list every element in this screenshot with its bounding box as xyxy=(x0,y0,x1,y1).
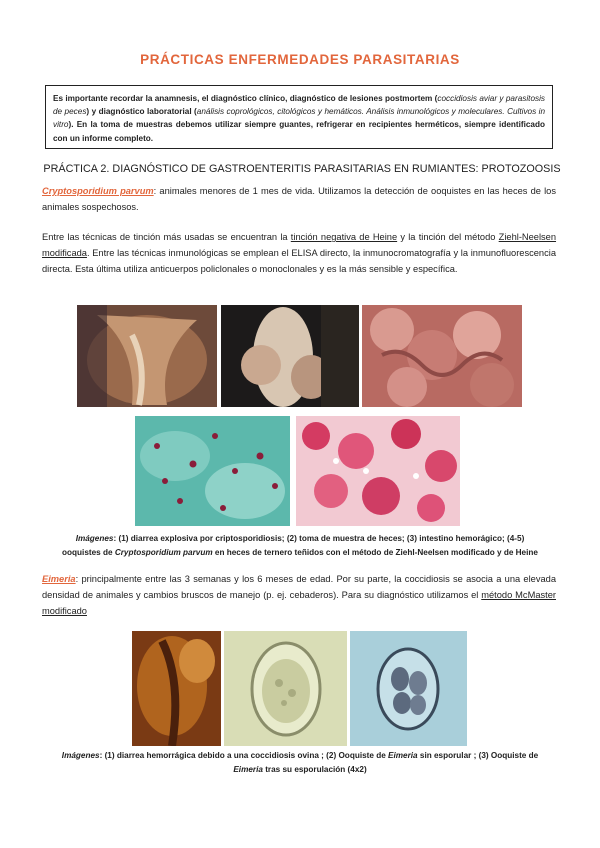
intro-text-1: Es importante recordar la anamnesis, el diagnóstico clínico, diagnóstico de lesiones postmortem ( xyxy=(53,94,438,103)
intro-italic-2: análisis coprológicos, citológicos y hemáticos. Análisis inmunológicos y moleculares. Cultivos in vitro xyxy=(53,107,546,130)
caption-label: Imágenes xyxy=(75,534,114,543)
crypto-paragraph xyxy=(42,183,556,215)
intro-text-2: ) y diagnóstico laboratorial ( xyxy=(86,107,197,117)
caption-crypto-italic: Cryptosporidium parvum xyxy=(114,548,213,557)
image-ooquistes-heine xyxy=(296,416,460,526)
caption-eimeria-text-1: : (1) diarrea hemorrágica debido a una coccidiosis ovina ; (2) Ooquiste de xyxy=(99,751,389,760)
caption-crypto xyxy=(0,532,600,560)
caption-eimeria-line-2 xyxy=(0,763,600,777)
caption2-label: Imágenes xyxy=(61,751,100,760)
caption-crypto-line-1 xyxy=(0,532,600,546)
crypto-name: Cryptosporidium parvum xyxy=(42,186,154,196)
tincion-text-3: . Entre las técnicas inmunológicas se emplean el ELISA directo, la inmunocromatografía y la inmunofluorescencia directa. Esta última utiliza anticuerpos policlonales o monoclonales y es la más sensible y específica. xyxy=(42,248,556,274)
caption-eimeria-italic-1: Eimeria xyxy=(388,751,418,760)
image-toma-muestra xyxy=(221,305,359,407)
mcmaster-link: método McMaster modificado xyxy=(42,590,556,616)
page-title: PRÁCTICAS ENFERMEDADES PARASITARIAS xyxy=(140,52,460,67)
caption-crypto-text-1: : (1) diarrea explosiva por criptosporidiosis; (2) toma de muestra de heces; (3) intestino hemorágico; (4-5) xyxy=(113,534,525,543)
section-title: PRÁCTICA 2. DIAGNÓSTICO DE GASTROENTERITIS PARASITARIAS EN RUMIANTES: PROTOZOOSIS xyxy=(43,163,561,175)
tincion-text-2: y la tinción del método xyxy=(397,232,499,242)
caption-crypto-text-3: en heces de ternero teñidos con el método de Ziehl-Neelsen modificado y de Heine xyxy=(212,548,538,557)
caption-eimeria-italic-2: Eimeria xyxy=(233,765,263,774)
image-ooquiste-sin-esporular xyxy=(224,631,347,746)
caption-crypto-line-2 xyxy=(0,546,600,560)
image-ooquiste-esporulado xyxy=(350,631,467,746)
caption-eimeria xyxy=(0,749,600,777)
caption-eimeria-text-2: sin esporular ; (3) Ooquiste de xyxy=(417,751,539,760)
eimeria-name: Eimeria xyxy=(42,574,76,584)
image-ooquistes-ziehl xyxy=(135,416,290,526)
heine-link: tinción negativa de Heine xyxy=(290,232,398,242)
eimeria-text: : principalmente entre las 3 semanas y los 6 meses de edad. Por su parte, la coccidiosis se asocia a una elevada densidad de animales y cambios bruscos de manejo (p. ej. cebaderos). Para su diagnóstico utilizamos el xyxy=(42,574,556,600)
image-diarrea-hemorragica xyxy=(132,631,221,746)
tincion-text-1: Entre las técnicas de tinción más usadas se encuentran la xyxy=(42,232,291,242)
caption-crypto-text-2: ooquistes de xyxy=(62,548,115,557)
caption-eimeria-line-1 xyxy=(0,749,600,763)
ziehl-link: Ziehl-Neelsen modificada xyxy=(42,232,557,258)
intro-italic-1: coccidiosis aviar y parasitosis de peces xyxy=(53,94,546,117)
eimeria-paragraph xyxy=(42,571,556,619)
image-intestino-hemorragico xyxy=(362,305,522,407)
intro-text-3: ). En la toma de muestras debemos utilizar siempre guantes, refrigerar en recipientes herméticos, siempre identificado con un informe completo. xyxy=(53,120,545,143)
image-diarrea-explosiva xyxy=(77,305,217,407)
intro-box xyxy=(45,85,553,149)
caption-eimeria-text-3: tras su esporulación (4x2) xyxy=(262,765,367,774)
tincion-paragraph xyxy=(42,229,556,277)
crypto-text: : animales menores de 1 mes de vida. Utilizamos la detección de ooquistes en las heces de los animales sospechosos. xyxy=(42,186,556,212)
